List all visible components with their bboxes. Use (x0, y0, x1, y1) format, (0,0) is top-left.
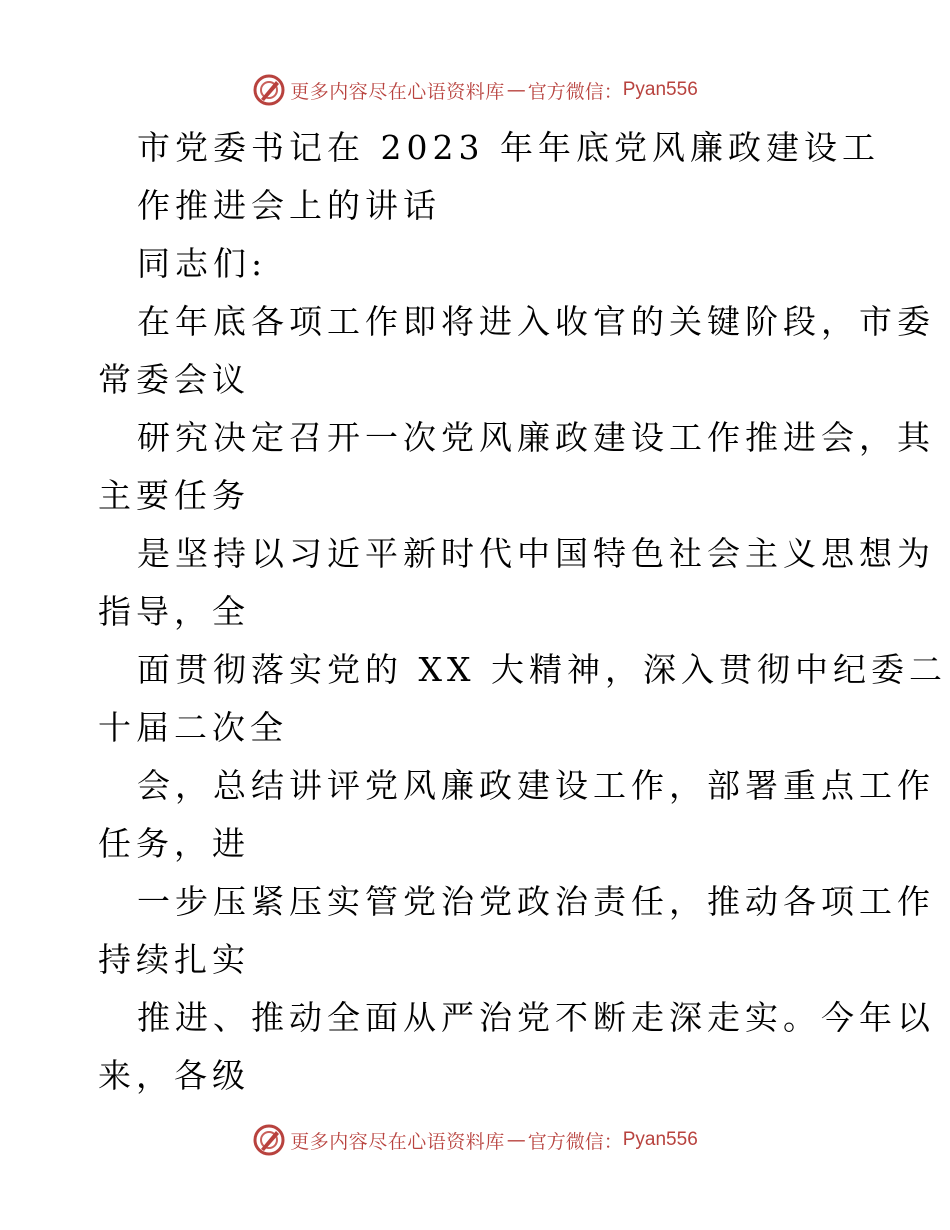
doc-line: 是坚持以习近平新时代中国特色社会主义思想为 (137, 534, 935, 573)
brand-logo-icon (252, 73, 286, 107)
banner-wechat-id: Pyan556 (622, 1129, 698, 1150)
doc-line: 指导，全 (98, 592, 250, 631)
doc-line: 在年底各项工作即将进入收官的关键阶段，市委 (137, 302, 935, 341)
banner-wechat-id: Pyan556 (622, 79, 698, 100)
doc-line: 推进、推动全面从严治党不断走深走实。今年以 (137, 998, 935, 1037)
doc-line: 常委会议 (98, 360, 250, 399)
header-watermark-banner (0, 70, 950, 110)
doc-line: 会，总结讲评党风廉政建设工作，部署重点工作 (137, 766, 935, 805)
brand-logo-icon (252, 1123, 286, 1157)
doc-salutation: 同志们: (137, 244, 268, 283)
doc-line: 主要任务 (98, 476, 250, 515)
doc-line: 持续扎实 (98, 940, 250, 979)
banner-wechat-label: 官方微信： (527, 80, 623, 103)
doc-line: 研究决定召开一次党风廉政建设工作推进会，其 (137, 418, 935, 457)
doc-line: 任务，进 (98, 824, 250, 863)
doc-line: 十届二次全 (98, 708, 288, 747)
doc-line: 面贯彻落实党的 XX 大精神，深入贯彻中纪委二 (137, 650, 947, 689)
doc-line: 来，各级 (98, 1056, 250, 1095)
banner-separator: — (506, 79, 526, 101)
doc-line: 一步压紧压实管党治党政治责任，推动各项工作 (137, 882, 935, 921)
banner-separator: — (506, 1129, 526, 1151)
banner-text: 更多内容尽在心语资料库 (290, 80, 505, 103)
footer-watermark-banner (0, 1120, 950, 1160)
doc-title-line-1: 市党委书记在 2023 年年底党风廉政建设工 (137, 128, 880, 167)
doc-title-line-2: 作推进会上的讲话 (137, 186, 441, 225)
banner-wechat-label: 官方微信： (527, 1130, 623, 1153)
banner-text: 更多内容尽在心语资料库 (290, 1130, 505, 1153)
